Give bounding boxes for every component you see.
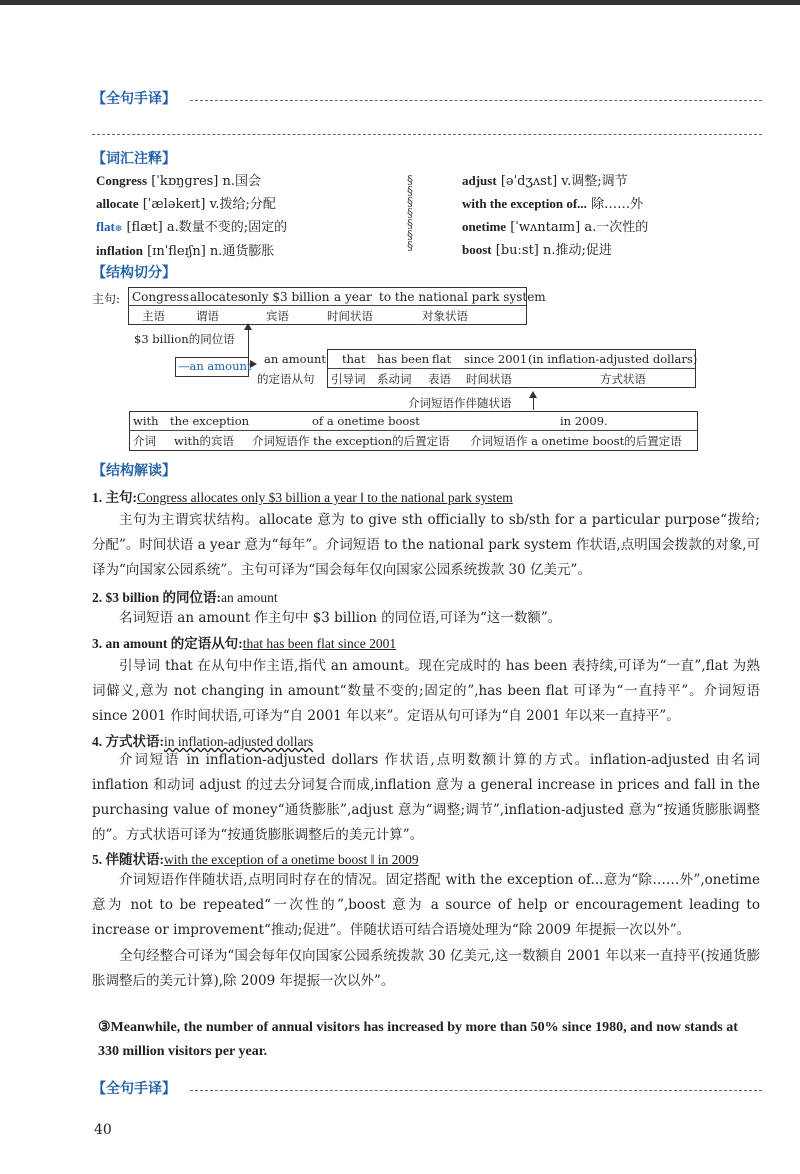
- word-park-system: to the national park system: [379, 290, 546, 304]
- vocab-item: boost [buːst] n.推动;促进: [462, 242, 612, 258]
- arrow-right-icon: [250, 360, 257, 368]
- point-2-heading: 2. $3 billion 的同位语:an amount: [92, 590, 278, 605]
- word-inflation-adjusted: (in inflation-adjusted dollars): [528, 352, 698, 366]
- tag-object: 宾语: [266, 309, 289, 323]
- word-flat: flat: [432, 352, 452, 366]
- tag-predicate: 谓语: [196, 309, 219, 323]
- point-4-text: 介词短语 in inflation-adjusted dollars 作状语,点明数额计算的方式。inflation-adjusted 由名词 inflation 和动词 adjust 的过去分词复合而成,inflation 意为 a general increase in prices and fall in the purchasing value of money“通货膨胀”,adjust 意为“调整;调节”,inflation-adjusted 意为“按通货膨胀调整的”。方式状语可译为“按通货膨胀调整后的美元计算”。: [92, 752, 760, 843]
- connector-line: [533, 397, 534, 410]
- summary-text: 全句经整合可译为“国会每年仅向国家公园系统拨款 30 亿美元,这一数额自 2001 年以来一直持平(按通货膨胀调整后的美元计算),除 2009 年提振一次以外”。: [92, 948, 760, 989]
- main-clause-label: 主句:: [92, 292, 121, 306]
- point-1-text: 主句为主谓宾状结构。allocate 意为 to give sth officially to sb/sth for a particular purpose“拨给;分配”。时间状语 a year 意为“每年”。介词短语 to the national park system 作状语,点明国会拨款的对象,可译为“向国家公园系统”。主句可译为“国会每年仅向国家公园系统拨款 30 亿美元”。: [92, 512, 760, 578]
- point-5-heading: 5. 伴随状语:with the exception of a onetime boost ‖ in 2009: [92, 852, 419, 867]
- word-3-billion: only $3 billion: [243, 290, 330, 304]
- word-since-2001: since 2001: [464, 352, 528, 366]
- word-a-year: a year: [334, 290, 372, 304]
- accompaniment-label: 介词短语作伴随状语: [408, 396, 512, 410]
- vocab-item: inflation [ɪnˈfleɪʃn] n.通货膨胀: [96, 243, 275, 259]
- tag-target-adverbial: 对象状语: [422, 309, 468, 323]
- appositive-text: —an amount: [178, 359, 252, 373]
- box-divider: [327, 368, 695, 369]
- tag-postmodifier-exception: 介词短语作 the exception的后置定语: [252, 434, 450, 448]
- word-allocates: allocates: [190, 290, 245, 304]
- top-rule: [0, 0, 800, 5]
- answer-line: [190, 100, 762, 101]
- star-icon: ⊛: [114, 224, 123, 234]
- vocab-item: adjust [əˈdʒʌst] v.调整;调节: [462, 173, 628, 189]
- word-congress: Congress: [132, 290, 189, 304]
- tag-subject: 主语: [142, 309, 165, 323]
- box-divider: [128, 305, 526, 306]
- structure-explain-label: 【结构解读】: [92, 463, 176, 479]
- point-3-text: 引导词 that 在从句中作主语,指代 an amount。现在完成时的 has been 表持续,可译为“一直”,flat 为熟词僻义,意为 not changing in amount“数量不变的;固定的”,has been flat 可译为“一直持平”。介词短语 since 2001 作时间状语,可译为“自 2001 年以来”。定语从句可译为“自 2001 年以来一直持平”。: [92, 658, 760, 724]
- vocab-item: onetime [ˈwʌntaɪm] a.一次性的: [462, 219, 649, 235]
- point-5-text: 介词短语作伴随状语,点明同时存在的情况。固定搭配 with the exception of...意为“除……外”,onetime 意为 not to be repeated“一次性的”,boost 意为 a source of help or encouragement leading to increase or improvement“推动;促进”。伴随状语可结合语境处理为“除 2009 年提振一次以外”。: [92, 872, 760, 938]
- translate-label-2: 【全句手译】: [92, 1081, 176, 1097]
- tag-time-adverbial: 时间状语: [327, 309, 373, 323]
- tag-predicative: 表语: [428, 372, 451, 386]
- word-the-exception: the exception: [170, 414, 250, 428]
- vocab-item: with the exception of... 除……外: [462, 196, 644, 212]
- word-onetime-boost: of a onetime boost: [312, 414, 420, 428]
- translate-label-1: 【全句手译】: [92, 91, 176, 107]
- structure-split-label: 【结构切分】: [92, 265, 176, 281]
- vocab-right-list: [462, 170, 648, 262]
- tag-introducer: 引导词: [331, 372, 366, 386]
- tag-postmodifier-boost: 介词短语作 a onetime boost的后置定语: [470, 434, 682, 448]
- word-has-been: has been: [377, 352, 430, 366]
- page-number: 40: [94, 1122, 112, 1138]
- tag-manner-adverbial: 方式状语: [600, 372, 646, 386]
- answer-line: [92, 134, 762, 135]
- tag-time-adverbial: 时间状语: [466, 372, 512, 386]
- sentence-3: ③Meanwhile, the number of annual visitors has increased by more than 50% since 1980, and now stands at 330 million visitors per year.: [98, 1020, 738, 1059]
- attr-clause-label: 的定语从句: [257, 372, 315, 386]
- vocab-item: Congress [ˈkɒŋɡres] n.国会: [96, 173, 262, 189]
- point-1-heading: 1. 主句:Congress allocates only $3 billion a year ‖ to the national park system: [92, 490, 513, 505]
- tag-linking-verb: 系动词: [377, 372, 412, 386]
- answer-line: [190, 1090, 762, 1091]
- vocab-left-list: [96, 170, 287, 263]
- point-2-text: 名词短语 an amount 作主句中 $3 billion 的同位语,可译为“这一数额”。: [119, 610, 562, 626]
- an-amount-text: an amount: [264, 352, 327, 366]
- tag-preposition: 介词: [133, 434, 156, 448]
- wavy-divider: § § § § § § §: [407, 173, 413, 253]
- word-with: with: [133, 414, 159, 428]
- tag-with-object: with的宾语: [174, 434, 235, 448]
- vocab-item: allocate [ˈæləkeɪt] v.拨给;分配: [96, 196, 276, 212]
- vocab-item: flat⊛ [flæt] a.数量不变的;固定的: [96, 219, 288, 235]
- word-that: that: [342, 352, 366, 366]
- point-3-heading: 3. an amount 的定语从句:that has been flat since 2001: [92, 636, 397, 651]
- vocab-label: 【词汇注释】: [92, 151, 176, 167]
- point-4-heading: 4. 方式状语:in inflation-adjusted dollars: [92, 734, 314, 749]
- appositive-label: $3 billion的同位语: [134, 332, 235, 346]
- word-in-2009: in 2009.: [560, 414, 608, 428]
- box-divider: [129, 430, 697, 431]
